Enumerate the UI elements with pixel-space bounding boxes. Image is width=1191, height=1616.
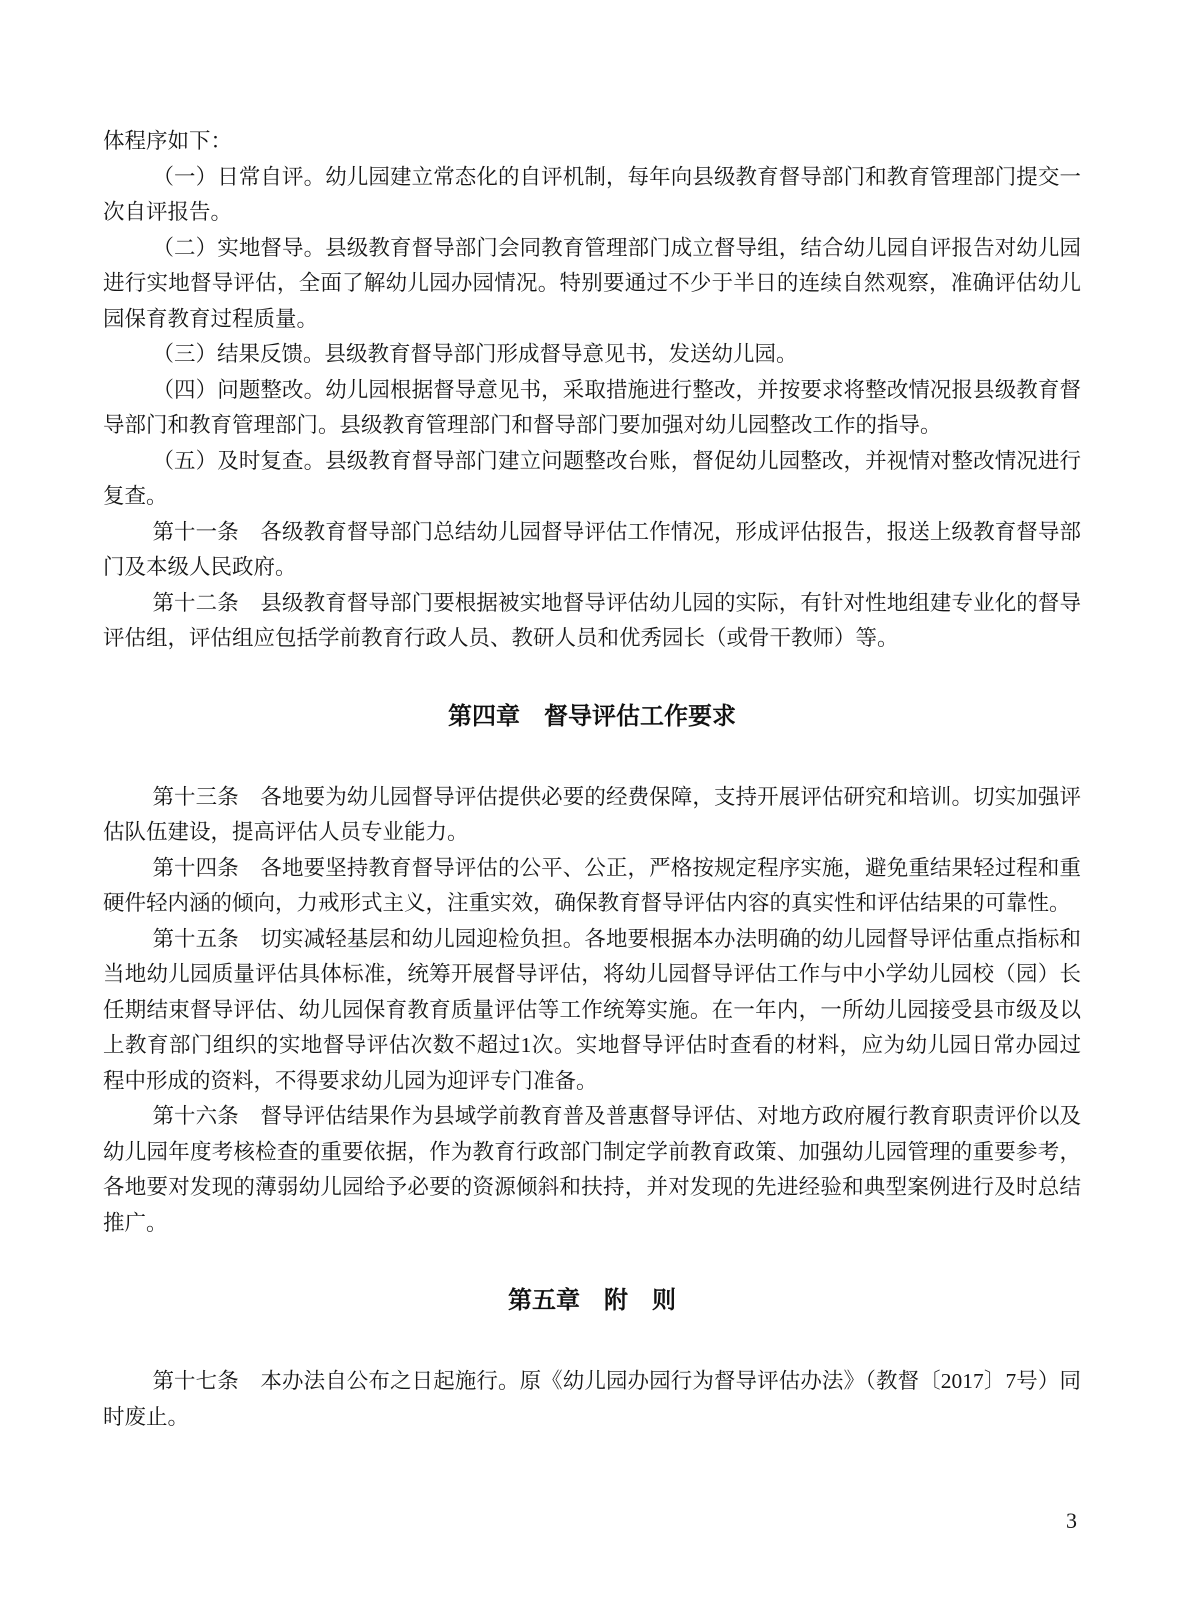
chapter-5-heading: 第五章 附 则: [508, 1287, 676, 1314]
list-item-4-problem-rectification: （四）问题整改。幼儿园根据督导意见书，采取措施进行整改，并按要求将整改情况报县级教育督导部门和教育管理部门。县级教育管理部门和督导部门要加强对幼儿园整改工作的指导。: [103, 377, 1081, 437]
list-item-2-onsite-supervision: （二）实地督导。县级教育督导部门会同教育管理部门成立督导组，结合幼儿园自评报告对幼儿园进行实地督导评估，全面了解幼儿园办园情况。特别要通过不少于半日的连续自然观察，准确评估幼儿园保育教育过程质量。: [103, 235, 1081, 331]
article-17-paragraph: 第十七条 本办法自公布之日起施行。原《幼儿园办园行为督导评估办法》（教督〔2017〕7号）同时废止。: [103, 1369, 1081, 1429]
article-16-paragraph: 第十六条 督导评估结果作为县域学前教育普及普惠督导评估、对地方政府履行教育职责评价以及幼儿园年度考核检查的重要依据，作为教育行政部门制定学前教育政策、加强幼儿园管理的重要参考，各地要对发现的薄弱幼儿园给予必要的资源倾斜和扶持，并对发现的先进经验和典型案例进行及时总结推广。: [103, 1104, 1081, 1235]
document-page: [103, 124, 1081, 1435]
chapter-4-heading: 第四章 督导评估工作要求: [448, 702, 736, 730]
article-14-paragraph: 第十四条 各地要坚持教育督导评估的公平、公正，严格按规定程序实施，避免重结果轻过程和重硬件轻内涵的倾向，力戒形式主义，注重实效，确保教育督导评估内容的真实性和评估结果的可靠性。: [103, 855, 1081, 915]
article-11-paragraph: 第十一条 各级教育督导部门总结幼儿园督导评估工作情况，形成评估报告，报送上级教育督导部门及本级人民政府。: [103, 519, 1081, 579]
list-item-1-daily-self-evaluation: （一）日常自评。幼儿园建立常态化的自评机制，每年向县级教育督导部门和教育管理部门提交一次自评报告。: [103, 164, 1081, 224]
article-15-paragraph: 第十五条 切实减轻基层和幼儿园迎检负担。各地要根据本办法明确的幼儿园督导评估重点指标和当地幼儿园质量评估具体标准，统筹开展督导评估，将幼儿园督导评估工作与中小学幼儿园校（园）长任期结束督导评估、幼儿园保育教育质量评估等工作统筹实施。在一年内，一所幼儿园接受县市级及以上教育部门组织的实地督导评估次数不超过1次。实地督导评估时查看的材料，应为幼儿园日常办园过程中形成的资料，不得要求幼儿园为迎评专门准备。: [103, 926, 1081, 1093]
paragraph-continuation: 体程序如下：: [103, 129, 233, 153]
list-item-3-result-feedback: （三）结果反馈。县级教育督导部门形成督导意见书，发送幼儿园。: [152, 342, 798, 366]
article-12-paragraph: 第十二条 县级教育督导部门要根据被实地督导评估幼儿园的实际，有针对性地组建专业化的督导评估组，评估组应包括学前教育行政人员、教研人员和优秀园长（或骨干教师）等。: [103, 590, 1081, 650]
article-13-paragraph: 第十三条 各地要为幼儿园督导评估提供必要的经费保障，支持开展评估研究和培训。切实加强评估队伍建设，提高评估人员专业能力。: [103, 784, 1081, 844]
page-number: 3: [1066, 1508, 1077, 1533]
list-item-5-timely-review: （五）及时复查。县级教育督导部门建立问题整改台账，督促幼儿园整改，并视情对整改情况进行复查。: [103, 448, 1081, 508]
